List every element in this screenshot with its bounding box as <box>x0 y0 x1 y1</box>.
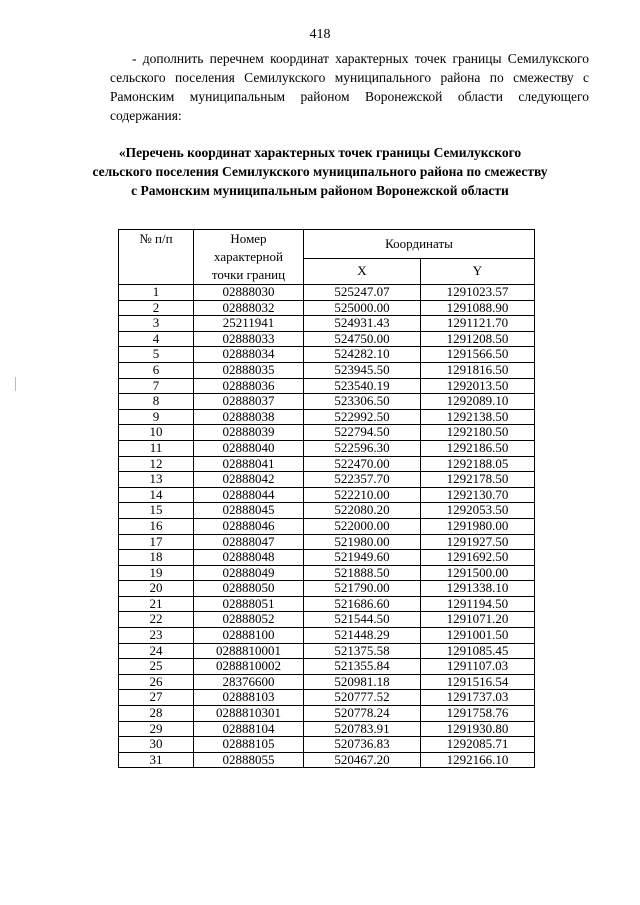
margin-mark <box>15 377 16 391</box>
cell-n: 24 <box>119 643 194 659</box>
cell-x: 524750.00 <box>304 331 421 347</box>
table-row <box>119 425 535 441</box>
cell-point: 02888100 <box>194 628 304 644</box>
cell-y: 1292178.50 <box>421 472 535 488</box>
cell-y: 1291930.80 <box>421 721 535 737</box>
cell-y: 1291107.03 <box>421 659 535 675</box>
cell-y: 1291085.45 <box>421 643 535 659</box>
cell-n: 21 <box>119 596 194 612</box>
cell-x: 522080.20 <box>304 503 421 519</box>
header-coordinates: Координаты <box>304 230 535 259</box>
cell-x: 520777.52 <box>304 690 421 706</box>
cell-n: 28 <box>119 706 194 722</box>
header-x: X <box>304 259 421 285</box>
cell-x: 521544.50 <box>304 612 421 628</box>
cell-y: 1291023.57 <box>421 285 535 301</box>
cell-x: 523306.50 <box>304 394 421 410</box>
cell-y: 1291980.00 <box>421 518 535 534</box>
cell-y: 1291088.90 <box>421 300 535 316</box>
table-row <box>119 362 535 378</box>
cell-n: 3 <box>119 316 194 332</box>
cell-n: 25 <box>119 659 194 675</box>
cell-point: 02888036 <box>194 378 304 394</box>
cell-n: 13 <box>119 472 194 488</box>
cell-n: 6 <box>119 362 194 378</box>
cell-x: 521448.29 <box>304 628 421 644</box>
cell-point: 02888046 <box>194 518 304 534</box>
cell-point: 02888105 <box>194 737 304 753</box>
cell-x: 524931.43 <box>304 316 421 332</box>
cell-point: 02888039 <box>194 425 304 441</box>
cell-point: 02888051 <box>194 596 304 612</box>
table-row <box>119 378 535 394</box>
table-row <box>119 659 535 675</box>
cell-y: 1292186.50 <box>421 440 535 456</box>
cell-y: 1292053.50 <box>421 503 535 519</box>
table-row <box>119 503 535 519</box>
table-row <box>119 285 535 301</box>
cell-y: 1292013.50 <box>421 378 535 394</box>
table-row <box>119 596 535 612</box>
cell-x: 522470.00 <box>304 456 421 472</box>
cell-y: 1291816.50 <box>421 362 535 378</box>
table-row <box>119 534 535 550</box>
table-row <box>119 690 535 706</box>
cell-point: 0288810001 <box>194 643 304 659</box>
cell-x: 520736.83 <box>304 737 421 753</box>
cell-n: 23 <box>119 628 194 644</box>
coordinates-table <box>118 229 535 768</box>
cell-point: 02888055 <box>194 752 304 768</box>
table-row <box>119 456 535 472</box>
cell-y: 1291927.50 <box>421 534 535 550</box>
cell-point: 02888038 <box>194 409 304 425</box>
cell-y: 1291001.50 <box>421 628 535 644</box>
cell-n: 5 <box>119 347 194 363</box>
cell-n: 16 <box>119 518 194 534</box>
cell-n: 12 <box>119 456 194 472</box>
cell-y: 1292188.05 <box>421 456 535 472</box>
header-point: Номер характерной точки границ <box>194 230 304 285</box>
cell-y: 1292180.50 <box>421 425 535 441</box>
cell-x: 521980.00 <box>304 534 421 550</box>
cell-point: 02888040 <box>194 440 304 456</box>
table-row <box>119 674 535 690</box>
cell-x: 522596.30 <box>304 440 421 456</box>
cell-n: 14 <box>119 487 194 503</box>
cell-n: 18 <box>119 550 194 566</box>
cell-x: 523540.19 <box>304 378 421 394</box>
table-row <box>119 518 535 534</box>
cell-y: 1292089.10 <box>421 394 535 410</box>
cell-y: 1292085.71 <box>421 737 535 753</box>
cell-x: 521790.00 <box>304 581 421 597</box>
cell-x: 522794.50 <box>304 425 421 441</box>
cell-point: 02888048 <box>194 550 304 566</box>
table-body <box>119 285 535 768</box>
table-row <box>119 316 535 332</box>
cell-y: 1292166.10 <box>421 752 535 768</box>
table-row <box>119 440 535 456</box>
cell-y: 1291338.10 <box>421 581 535 597</box>
cell-point: 02888044 <box>194 487 304 503</box>
table-row <box>119 565 535 581</box>
cell-x: 521949.60 <box>304 550 421 566</box>
cell-y: 1291071.20 <box>421 612 535 628</box>
cell-point: 28376600 <box>194 674 304 690</box>
cell-x: 525247.07 <box>304 285 421 301</box>
table-row <box>119 409 535 425</box>
table-row <box>119 300 535 316</box>
cell-point: 02888103 <box>194 690 304 706</box>
cell-n: 4 <box>119 331 194 347</box>
cell-point: 0288810301 <box>194 706 304 722</box>
cell-n: 26 <box>119 674 194 690</box>
intro-paragraph: - дополнить перечнем координат характерных точек границы Семилукского сельского поселения Семилукского муниципального района по смежеству с Рамонским муниципальным районом Воронежской области следующего содержания: <box>110 51 589 123</box>
cell-x: 522992.50 <box>304 409 421 425</box>
cell-n: 2 <box>119 300 194 316</box>
cell-x: 522000.00 <box>304 518 421 534</box>
cell-y: 1292138.50 <box>421 409 535 425</box>
table-row <box>119 612 535 628</box>
table-row <box>119 737 535 753</box>
cell-x: 520467.20 <box>304 752 421 768</box>
cell-y: 1291500.00 <box>421 565 535 581</box>
cell-x: 521888.50 <box>304 565 421 581</box>
table-row <box>119 721 535 737</box>
cell-n: 29 <box>119 721 194 737</box>
cell-y: 1291516.54 <box>421 674 535 690</box>
cell-point: 02888033 <box>194 331 304 347</box>
cell-point: 02888030 <box>194 285 304 301</box>
header-number: № п/п <box>119 230 194 285</box>
cell-x: 520783.91 <box>304 721 421 737</box>
table-row <box>119 752 535 768</box>
cell-n: 10 <box>119 425 194 441</box>
cell-n: 30 <box>119 737 194 753</box>
cell-y: 1291194.50 <box>421 596 535 612</box>
cell-x: 523945.50 <box>304 362 421 378</box>
cell-n: 27 <box>119 690 194 706</box>
cell-y: 1291758.76 <box>421 706 535 722</box>
document-title: «Перечень координат характерных точек границы Семилукского сельского поселения Семилукского муниципального района по смежеству с Рамонским муниципальным районом Воронежской области <box>92 145 548 198</box>
header-y: Y <box>421 259 535 285</box>
table-row <box>119 643 535 659</box>
cell-point: 02888047 <box>194 534 304 550</box>
cell-x: 525000.00 <box>304 300 421 316</box>
cell-point: 02888104 <box>194 721 304 737</box>
table-row <box>119 472 535 488</box>
page-number: 418 <box>309 27 331 42</box>
cell-x: 524282.10 <box>304 347 421 363</box>
table-row <box>119 394 535 410</box>
cell-point: 02888042 <box>194 472 304 488</box>
cell-n: 1 <box>119 285 194 301</box>
cell-n: 31 <box>119 752 194 768</box>
cell-n: 22 <box>119 612 194 628</box>
cell-point: 02888034 <box>194 347 304 363</box>
cell-n: 8 <box>119 394 194 410</box>
cell-n: 11 <box>119 440 194 456</box>
cell-point: 02888052 <box>194 612 304 628</box>
table-row <box>119 550 535 566</box>
cell-y: 1291692.50 <box>421 550 535 566</box>
cell-point: 25211941 <box>194 316 304 332</box>
cell-x: 521686.60 <box>304 596 421 612</box>
cell-y: 1291566.50 <box>421 347 535 363</box>
table-row <box>119 487 535 503</box>
cell-n: 19 <box>119 565 194 581</box>
cell-point: 02888037 <box>194 394 304 410</box>
table-row <box>119 628 535 644</box>
cell-n: 9 <box>119 409 194 425</box>
table-row <box>119 347 535 363</box>
cell-point: 02888041 <box>194 456 304 472</box>
cell-y: 1291737.03 <box>421 690 535 706</box>
cell-x: 522210.00 <box>304 487 421 503</box>
cell-point: 02888049 <box>194 565 304 581</box>
cell-y: 1291121.70 <box>421 316 535 332</box>
cell-point: 0288810002 <box>194 659 304 675</box>
cell-x: 522357.70 <box>304 472 421 488</box>
cell-x: 520981.18 <box>304 674 421 690</box>
cell-n: 7 <box>119 378 194 394</box>
cell-y: 1292130.70 <box>421 487 535 503</box>
cell-x: 521355.84 <box>304 659 421 675</box>
cell-n: 20 <box>119 581 194 597</box>
cell-point: 02888032 <box>194 300 304 316</box>
cell-point: 02888045 <box>194 503 304 519</box>
cell-x: 520778.24 <box>304 706 421 722</box>
table-row <box>119 331 535 347</box>
cell-n: 17 <box>119 534 194 550</box>
cell-x: 521375.58 <box>304 643 421 659</box>
table-row <box>119 581 535 597</box>
cell-n: 15 <box>119 503 194 519</box>
cell-point: 02888050 <box>194 581 304 597</box>
cell-y: 1291208.50 <box>421 331 535 347</box>
cell-point: 02888035 <box>194 362 304 378</box>
table-row <box>119 706 535 722</box>
